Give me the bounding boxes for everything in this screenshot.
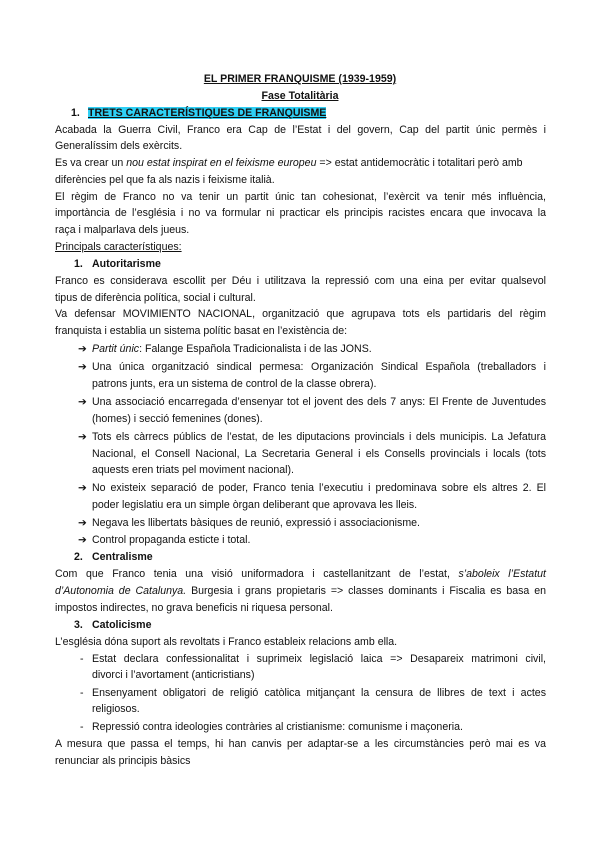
- centralisme-heading: Centralisme: [92, 551, 153, 563]
- bullet-partit-unic: Partit únic: Falange Española Tradicionalista i de las JONS.: [92, 343, 372, 355]
- arrow-bullet-icon: ➔: [78, 431, 87, 443]
- section-heading: TRETS CARACTERÍSTIQUES DE FRANQUISME: [88, 107, 327, 119]
- arrow-bullet-icon: ➔: [78, 361, 87, 373]
- dash-bullet-icon: -: [80, 721, 84, 733]
- principals-heading: Principals característiques:: [55, 241, 182, 253]
- dash-bullet-icon: -: [80, 653, 84, 665]
- bullet-jovent-line1: Una associació encarregada d’ensenyar tot el jovent des dels 7 anys: El Frente de Juventudes: [92, 396, 546, 408]
- arrow-bullet-icon: ➔: [78, 517, 87, 529]
- bullet-jovent-line2: (homes) i secció femenines (dones).: [92, 413, 263, 425]
- catolicisme-line1: L’església dóna suport als revoltats i Franco estableix relacions amb ella.: [55, 636, 398, 648]
- closing-line1: A mesura que passa el temps, hi han canvis per adaptar-se a les circumstàncies però mai es va: [55, 738, 546, 750]
- item-number: 3.: [74, 619, 83, 631]
- autoritarisme-heading: Autoritarisme: [92, 258, 161, 270]
- autoritarisme-line4: franquista i establia un sistema polític basat en l’existència de:: [55, 325, 348, 337]
- bullet-carrecs-line1: Tots els càrrecs públics de l’estat, de les diputacions provincials i dels municipis. La Jefatura: [92, 431, 546, 443]
- arrow-bullet-icon: ➔: [78, 343, 87, 355]
- closing-line2: renunciar als principis bàsics: [55, 755, 191, 767]
- centralisme-line3: impostos indirectes, no grava beneficis ni riquesa personal.: [55, 602, 333, 614]
- bullet-sindical-line1: Una única organització sindical permesa: Organización Sindical Española (treballadors i: [92, 361, 546, 373]
- centralisme-line2: d’Autonomia de Catalunya. Burgesia i grans propietaris => classes dominants i Fiscalia es basa en: [55, 585, 546, 597]
- page-subtitle: Fase Totalitària: [261, 90, 339, 102]
- arrow-bullet-icon: ➔: [78, 534, 87, 546]
- bullet-poder-line2: poder legislatiu era un simple òrgan deliberant que aprovava les lleis.: [92, 499, 418, 511]
- arrow-bullet-icon: ➔: [78, 482, 87, 494]
- intro-p1-line2: Generalíssim dels exèrcits.: [55, 140, 183, 152]
- arrow-bullet-icon: ➔: [78, 396, 87, 408]
- bullet-sindical-line2: patrons junts, era un sistema de control de la classe obrera).: [92, 378, 377, 390]
- section-number: 1.: [71, 107, 80, 119]
- dash-bullet-icon: -: [80, 687, 84, 699]
- intro-p3-line3: raça i malparlava dels jueus.: [55, 224, 190, 236]
- autoritarisme-line1: Franco es considerava escollit per Déu i utilitzava la repressió com una eina per evitar qualsevol: [55, 275, 546, 287]
- autoritarisme-line2: tipus de diferència política, social i cultural.: [55, 292, 256, 304]
- intro-p3-line2: importància de l’església i no va formular ni practicar els principis racistes encara que invocava la: [55, 207, 546, 219]
- dash-item-confessionalitat-line2: divorci i l’avortament (anticristians): [92, 669, 255, 681]
- dash-item-confessionalitat-line1: Estat declara confessionalitat i suprimeix legislació laica => Desapareix matrimoni civil,: [92, 653, 546, 665]
- centralisme-line1: Com que Franco tenia una visió uniformadora i castellanitzant de l’estat, s’aboleix l’Estatut: [55, 568, 546, 580]
- intro-p2-line1: Es va crear un nou estat inspirat en el feixisme europeu => estat antidemocràtic i totalitari però amb: [55, 157, 523, 169]
- bullet-poder-line1: No existeix separació de poder, Franco tenia l’executiu i predominava sobre els altres 2. El: [92, 482, 546, 494]
- intro-p1-line1: Acabada la Guerra Civil, Franco era Cap de l’Estat i del govern, Cap del partit únic permès i: [55, 124, 546, 136]
- item-number: 1.: [74, 258, 83, 270]
- bullet-carrecs-line3: aquests eren triats pel moviment nacional).: [92, 464, 294, 476]
- bullet-llibertats: Negava les llibertats bàsiques de reunió, expressió i associacionisme.: [92, 517, 420, 529]
- page-title: EL PRIMER FRANQUISME (1939-1959): [203, 73, 397, 85]
- dash-item-ensenyament-line2: religiosos.: [92, 703, 140, 715]
- dash-item-ensenyament-line1: Ensenyament obligatori de religió catòlica mitjançant la censura de llibres de text i actes: [92, 687, 546, 699]
- intro-p2-line2: diferències pel que fa als nazis i feixisme italià.: [55, 174, 275, 186]
- intro-p3-line1: El règim de Franco no va tenir un partit únic tan cohesionat, l’exèrcit va tenir més influència,: [55, 191, 546, 203]
- item-number: 2.: [74, 551, 83, 563]
- bullet-carrecs-line2: Nacional, el Consell Nacional, La Secretaria General i els Consells provincials i locals (tots: [92, 448, 546, 460]
- dash-item-repressio: Repressió contra ideologies contràries al cristianisme: comunisme i maçoneria.: [92, 721, 463, 733]
- autoritarisme-line3: Va defensar MOVIMIENTO NACIONAL, organització que agrupava tots els partidaris del règim: [55, 308, 546, 320]
- catolicisme-heading: Catolicisme: [92, 619, 152, 631]
- bullet-propaganda: Control propaganda esticte i total.: [92, 534, 251, 546]
